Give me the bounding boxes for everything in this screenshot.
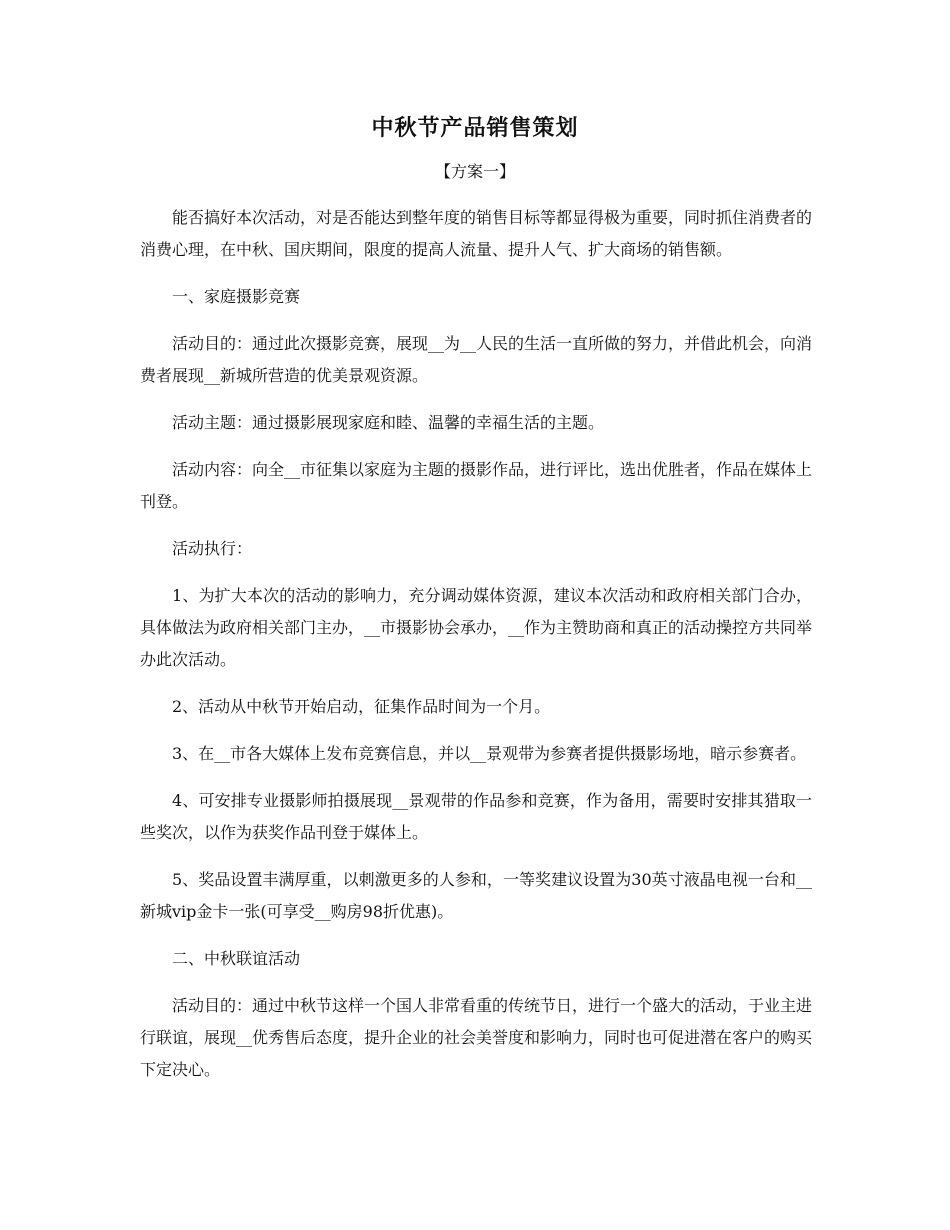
paragraph-item-5: 5、奖品设置丰满厚重，以刺激更多的人参和，一等奖建议设置为30英寸液晶电视一台和__新城vip金卡一张(可享受__购房98折优惠)。 (140, 870, 812, 921)
document-subtitle: 【方案一】 (434, 162, 515, 181)
paragraph-theme: 活动主题：通过摄影展现家庭和睦、温馨的幸福生活的主题。 (172, 413, 605, 432)
paragraph-purpose-2: 活动目的：通过中秋节这样一个国人非常看重的传统节日，进行一个盛大的活动，于业主进行联谊，展现__优秀售后态度，提升企业的社会美誉度和影响力，同时也可促进潜在客户的购买下定决心。 (140, 996, 813, 1079)
paragraph-purpose-1: 活动目的：通过此次摄影竞赛，展现__为__人民的生活一直所做的努力，并借此机会，向消费者展现__新城所营造的优美景观资源。 (140, 334, 813, 385)
document-title: 中秋节产品销售策划 (371, 115, 579, 141)
paragraph-item-3: 3、在__市各大媒体上发布竞赛信息，并以__景观带为参赛者提供摄影场地，暗示参赛者。 (172, 744, 807, 763)
paragraph-content: 活动内容：向全__市征集以家庭为主题的摄影作品，进行评比，选出优胜者，作品在媒体上刊登。 (140, 460, 813, 511)
paragraph-item-1: 1、为扩大本次的活动的影响力，充分调动媒体资源，建议本次活动和政府相关部门合办，具体做法为政府相关部门主办，__市摄影协会承办，__作为主赞助商和真正的活动操控方共同举办此次活动。 (140, 586, 813, 669)
paragraph-item-4: 4、可安排专业摄影师拍摄展现__景观带的作品参和竞赛，作为备用，需要时安排其猎取一些奖次，以作为获奖作品刊登于媒体上。 (140, 791, 812, 842)
section-heading-2: 二、中秋联谊活动 (172, 949, 301, 968)
paragraph-intro: 能否搞好本次活动，对是否能达到整年度的销售目标等都显得极为重要，同时抓住消费者的消费心理，在中秋、国庆期间，限度的提高人流量、提升人气、扩大商场的销售额。 (140, 208, 813, 259)
paragraph-item-2: 2、活动从中秋节开始启动，征集作品时间为一个月。 (172, 697, 551, 716)
section-heading-1: 一、家庭摄影竞赛 (172, 287, 301, 306)
document-body (140, 202, 812, 1101)
paragraph-execution-heading: 活动执行： (172, 539, 253, 558)
